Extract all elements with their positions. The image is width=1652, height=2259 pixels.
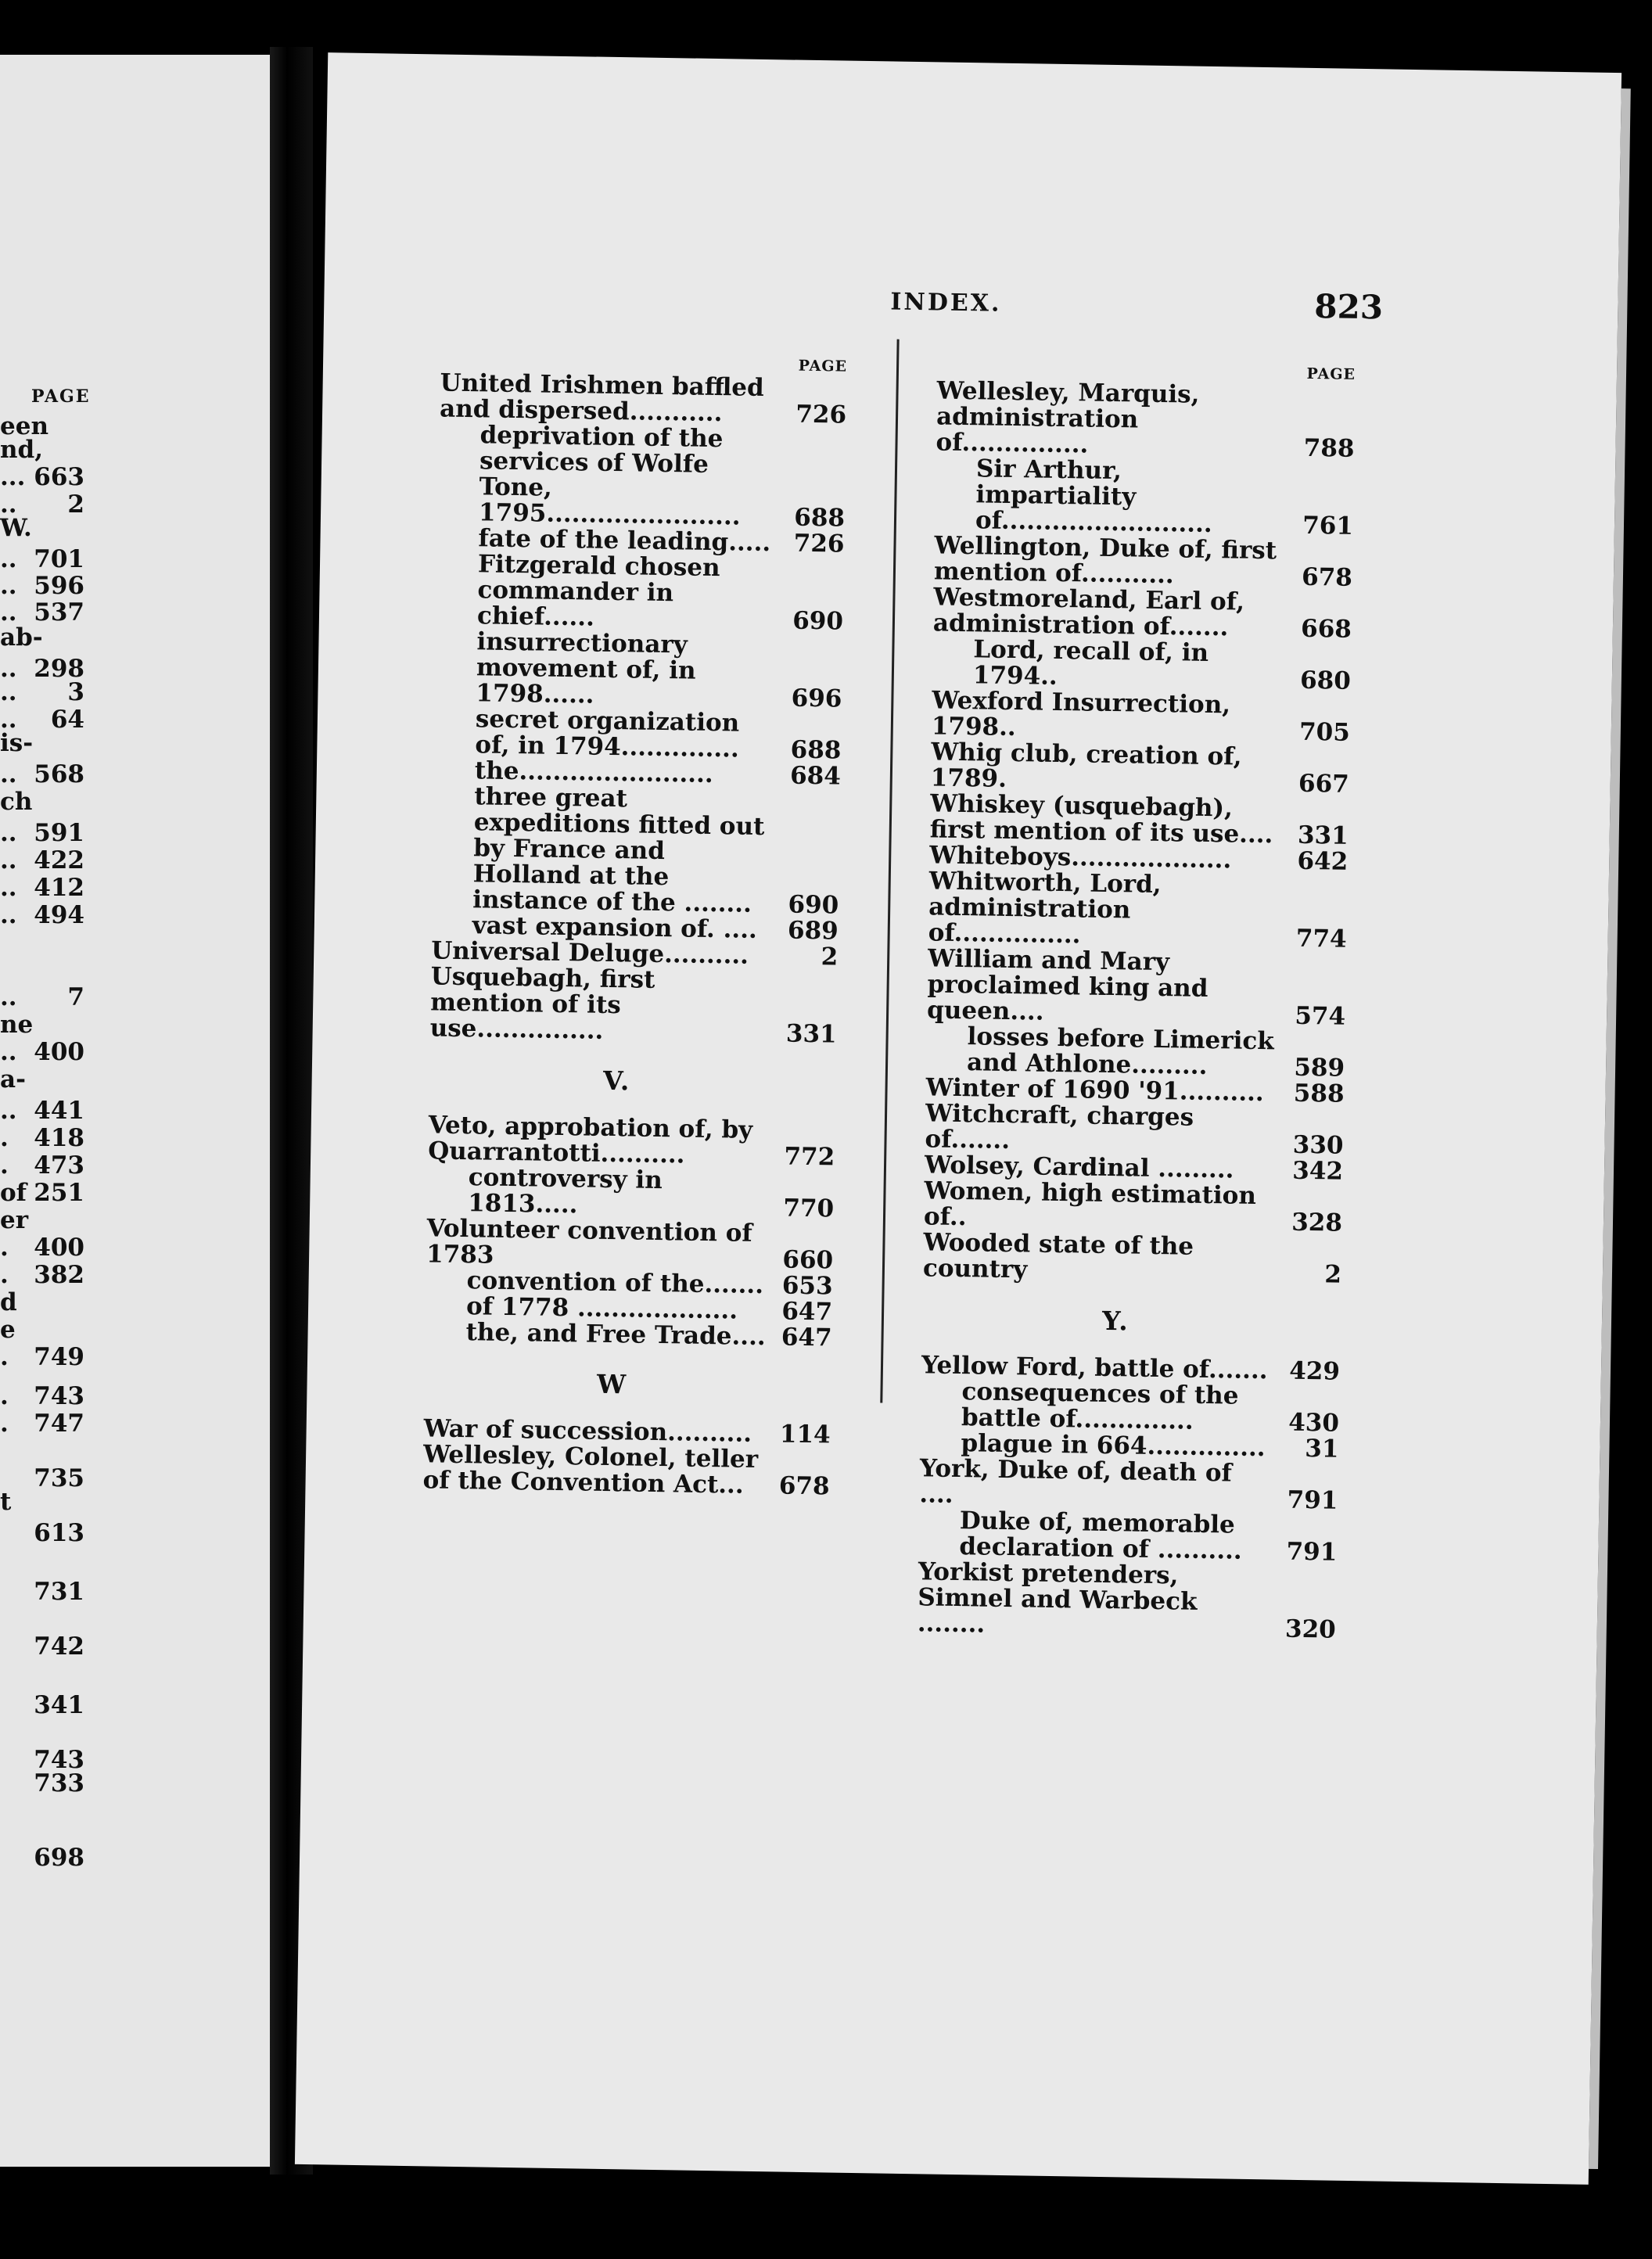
entry-text: deprivation of the services of Wolfe Tone, 1795....................... [478,421,741,531]
entry-page-number: 688 [790,735,842,765]
facing-page-number: 537 [34,598,84,627]
entry-text: Wellington, Duke of, first mention of........... [933,531,1277,590]
facing-page-fragment: .. [0,490,17,519]
entry-page-number: 791 [1287,1485,1338,1515]
index-entry [928,868,1347,952]
facing-page-fragment: .. [0,545,17,573]
index-entry [924,1178,1343,1236]
facing-page-column-header: PAGE [31,386,91,407]
entry-text: of 1778 ................... [465,1292,738,1325]
index-subentry [921,1378,1340,1436]
index-entry [422,1442,830,1499]
facing-page-number: 743 [34,1746,84,1774]
entry-text: Yellow Ford, battle of....... [921,1351,1268,1385]
entry-text: Whiteboys................... [929,841,1232,875]
entry-text: York, Duke of, death of .... [919,1454,1233,1509]
facing-page-fragment: .. [0,819,17,847]
column-entries [918,378,1356,1643]
facing-page-fragment: er [0,1206,29,1234]
index-subentry [435,628,842,712]
facing-page-fragment: d [0,1288,17,1316]
index-entry [931,739,1350,797]
entry-page-number: 690 [788,890,839,920]
facing-page-fragment: of [0,1179,27,1207]
facing-page [0,55,270,2167]
facing-page-fragment: . [0,1234,9,1262]
index-entry [428,1112,835,1170]
entry-text: Sir Arthur, impartiality of......................... [975,454,1212,539]
facing-page-fragment: .. [0,874,17,902]
entry-text: Witchcraft, charges of....... [925,1099,1194,1155]
entry-page-number: 688 [794,503,846,533]
entry-page-number: 660 [782,1245,834,1275]
facing-page-fragment: t [0,1488,12,1516]
index-page [295,52,1621,2185]
facing-page-number: 743 [34,1382,84,1410]
section-letter: Y. [1101,1305,1130,1337]
facing-page-fragment: .. [0,983,17,1011]
index-entry [426,1216,834,1273]
facing-page-number: 613 [34,1519,84,1547]
entry-page-number: 680 [1299,666,1352,695]
facing-page-number: 731 [34,1578,84,1606]
section-letter: W [596,1368,628,1400]
facing-page-fragment: ne [0,1011,34,1039]
entry-page-number: 726 [795,400,847,429]
index-subentry [918,1507,1338,1565]
entry-text: insurrectionary movement of, in 1798...... [476,627,696,709]
index-subentry [425,1319,831,1351]
entry-page-number: 690 [792,606,844,636]
entry-page-number: 668 [1300,614,1352,644]
entry-page-number: 788 [1303,433,1355,463]
facing-page-number: 412 [34,874,84,902]
index-column-right [918,359,1356,1643]
entry-text: Veto, approbation of, by Quarrantotti.......... [427,1111,753,1169]
facing-page-fragment: .. [0,655,17,683]
index-subentry [935,455,1354,539]
entry-page-number: 589 [1294,1053,1345,1083]
facing-page-fragment: .. [0,706,17,734]
entry-text: Winter of 1690 '91.......... [925,1073,1265,1108]
entry-page-number: 653 [781,1271,833,1301]
facing-page-number: 298 [34,655,84,683]
facing-page-fragment: W. [0,514,32,542]
facing-page-fragment: .. [0,598,17,627]
entry-text: Whiskey (usquebagh), first mention of its use.... [929,789,1273,849]
facing-page-number: 568 [34,760,84,788]
facing-page-fragment: .. [0,572,17,600]
facing-page-number: 698 [34,1844,84,1872]
index-entry [923,1230,1342,1288]
column-page-header: PAGE [1306,365,1356,383]
entry-text: Duke of, memorable declaration of .......... [959,1507,1243,1565]
entry-page-number: 429 [1288,1356,1341,1386]
facing-page-number: 596 [34,572,84,600]
index-subentry [427,1164,835,1222]
entry-text: Wolsey, Cardinal ......... [924,1151,1234,1184]
entry-page-number: 574 [1295,1001,1346,1031]
entry-text: Universal Deluge.......... [431,936,749,970]
column-entries [422,370,846,1499]
facing-page-fragment: .. [0,1038,17,1066]
entry-text: War of succession.......... [423,1414,752,1448]
facing-page-fragment: .. [0,1097,17,1125]
entry-text: Wellesley, Marquis, administration of............... [936,376,1200,459]
entry-page-number: 647 [781,1297,833,1327]
facing-page-fragment: ch [0,788,33,816]
entry-text: plague in 664.............. [961,1429,1266,1463]
facing-page-fragment: .. [0,760,17,788]
page-edge [1589,88,1631,2169]
index-entry [932,688,1351,745]
facing-page-number: 735 [34,1464,84,1492]
facing-page-fragment: . [0,1343,9,1371]
facing-page-number: 2 [67,490,84,519]
entry-page-number: 430 [1287,1408,1340,1438]
facing-page-number: 591 [34,819,84,847]
facing-page-fragment: . [0,1261,9,1289]
entry-page-number: 642 [1297,846,1349,876]
facing-page-number: 251 [34,1179,84,1207]
entry-text: Volunteer convention of 1783 [426,1214,753,1270]
entry-text: Yorkist pretenders, Simnel and Warbeck ........ [917,1557,1198,1639]
facing-page-number: 3 [67,678,84,706]
entry-page-number: 331 [1297,821,1349,850]
entry-page-number: 667 [1298,769,1350,799]
facing-page-fragment: ab- [0,623,43,652]
entry-page-number: 320 [1284,1614,1337,1644]
facing-page-number: 400 [34,1234,84,1262]
index-entry [927,946,1346,1029]
facing-page-fragment: nd, [0,436,44,464]
entry-page-number: 342 [1292,1156,1344,1186]
facing-page-fragment: e [0,1316,16,1344]
entry-text: fate of the leading..... [478,524,771,558]
entry-text: Westmoreland, Earl of, administration of....... [932,583,1245,642]
index-subentry [432,783,841,918]
facing-page-fragment: .. [0,678,17,706]
facing-page-number: 494 [34,901,84,929]
facing-page-fragment: a- [0,1065,26,1094]
entry-page-number: 705 [1298,717,1351,747]
index-entry [930,791,1349,849]
facing-page-number: 733 [34,1769,84,1798]
entry-page-number: 114 [779,1420,831,1449]
facing-page-fragment: ... [0,463,26,491]
index-entry [933,584,1352,642]
index-entry [925,1101,1344,1158]
entry-page-number: 689 [787,916,839,946]
entry-text: Fitzgerald chosen commander in chief...... [476,550,720,632]
index-entry [918,1559,1337,1643]
index-subentry [926,1023,1345,1081]
index-column-left [422,351,847,1499]
entry-page-number: 2 [821,943,839,971]
facing-page-number: 7 [67,983,84,1011]
facing-page-fragment: . [0,1382,9,1410]
index-subentry [434,706,842,763]
index-subentry [436,551,844,634]
entry-text: three great expeditions fitted out by France and Holland at the instance of the ........ [472,782,765,918]
entry-text: William and Mary proclaimed king and queen.... [926,944,1208,1026]
entry-text: Lord, recall of, in 1794.. [972,635,1209,691]
entry-page-number: 678 [778,1471,830,1501]
entry-text: Usquebagh, first mention of its use............... [429,962,655,1045]
entry-text: Wellesley, Colonel, teller of the Convention Act... [422,1440,759,1499]
entry-page-number: 647 [781,1323,832,1352]
entry-text: Whig club, creation of, 1789. [930,738,1242,793]
entry-page-number: 328 [1291,1208,1343,1237]
index-entry [936,378,1355,461]
entry-text: consequences of the battle of.............. [961,1377,1239,1435]
entry-page-number: 330 [1292,1130,1344,1160]
page-number: 823 [1313,287,1384,327]
facing-page-number: 418 [34,1124,84,1152]
index-subentry [438,422,846,531]
entry-text: Whitworth, Lord, administration of............... [928,867,1162,950]
facing-page-fragment: .. [0,846,17,875]
section-letter: V. [602,1065,631,1097]
facing-page-number: 747 [34,1410,84,1438]
entry-page-number: 791 [1286,1537,1338,1567]
index-entry [919,1456,1338,1514]
column-page-header: PAGE [798,357,848,375]
facing-page-number: 742 [34,1632,84,1661]
facing-page-number: 701 [34,545,84,573]
facing-page-fragment: .. [0,901,17,929]
entry-page-number: 331 [785,1019,837,1049]
facing-page-number: 473 [34,1151,84,1180]
entry-page-number: 678 [1301,562,1353,592]
entry-page-number: 31 [1305,1435,1339,1464]
entry-page-number: 726 [793,529,845,558]
facing-page-number: 400 [34,1038,84,1066]
entry-text: losses before Limerick and Athlone......... [966,1022,1275,1080]
index-entry [429,964,837,1047]
entry-text: Women, high estimation of.. [923,1176,1257,1232]
entry-text: Wooded state of the country [922,1228,1194,1284]
entry-page-number: 761 [1302,511,1354,541]
facing-page-fragment: een [0,412,48,440]
facing-page-number: 64 [50,706,84,734]
facing-page-fragment: . [0,1151,9,1180]
entry-page-number: 684 [789,761,842,791]
facing-page-number: 382 [34,1261,84,1289]
facing-page-fragment: . [0,1124,9,1152]
entry-page-number: 588 [1293,1079,1345,1108]
facing-page-number: 441 [34,1097,84,1125]
entry-text: the....................... [474,756,713,789]
entry-page-number: 696 [791,684,842,713]
entry-page-number: 772 [784,1142,835,1172]
column-divider [880,339,899,1403]
entry-page-number: 2 [1324,1260,1342,1289]
index-subentry [932,636,1352,694]
entry-text: secret organization of, in 1794.............. [475,705,740,763]
facing-page-number: 422 [34,846,84,875]
running-title: INDEX. [890,288,1002,318]
facing-page-fragment: . [0,1410,9,1438]
entry-text: controversy in 1813..... [467,1163,663,1219]
entry-page-number: 774 [1295,924,1347,954]
index-entry [440,370,847,428]
index-entry [934,533,1353,591]
entry-text: the, and Free Trade.... [465,1318,766,1352]
entry-text: convention of the....... [466,1266,764,1300]
facing-page-number: 749 [34,1343,84,1371]
facing-page-number: 663 [34,463,84,491]
facing-page-fragment: is- [0,729,34,757]
entry-page-number: 770 [783,1194,835,1223]
entry-text: United Irishmen baffled and dispersed........... [439,368,765,428]
facing-page-number: 341 [34,1691,84,1719]
entry-text: Wexford Insurrection, 1798.. [931,686,1231,742]
entry-text: vast expansion of. .... [472,911,758,944]
